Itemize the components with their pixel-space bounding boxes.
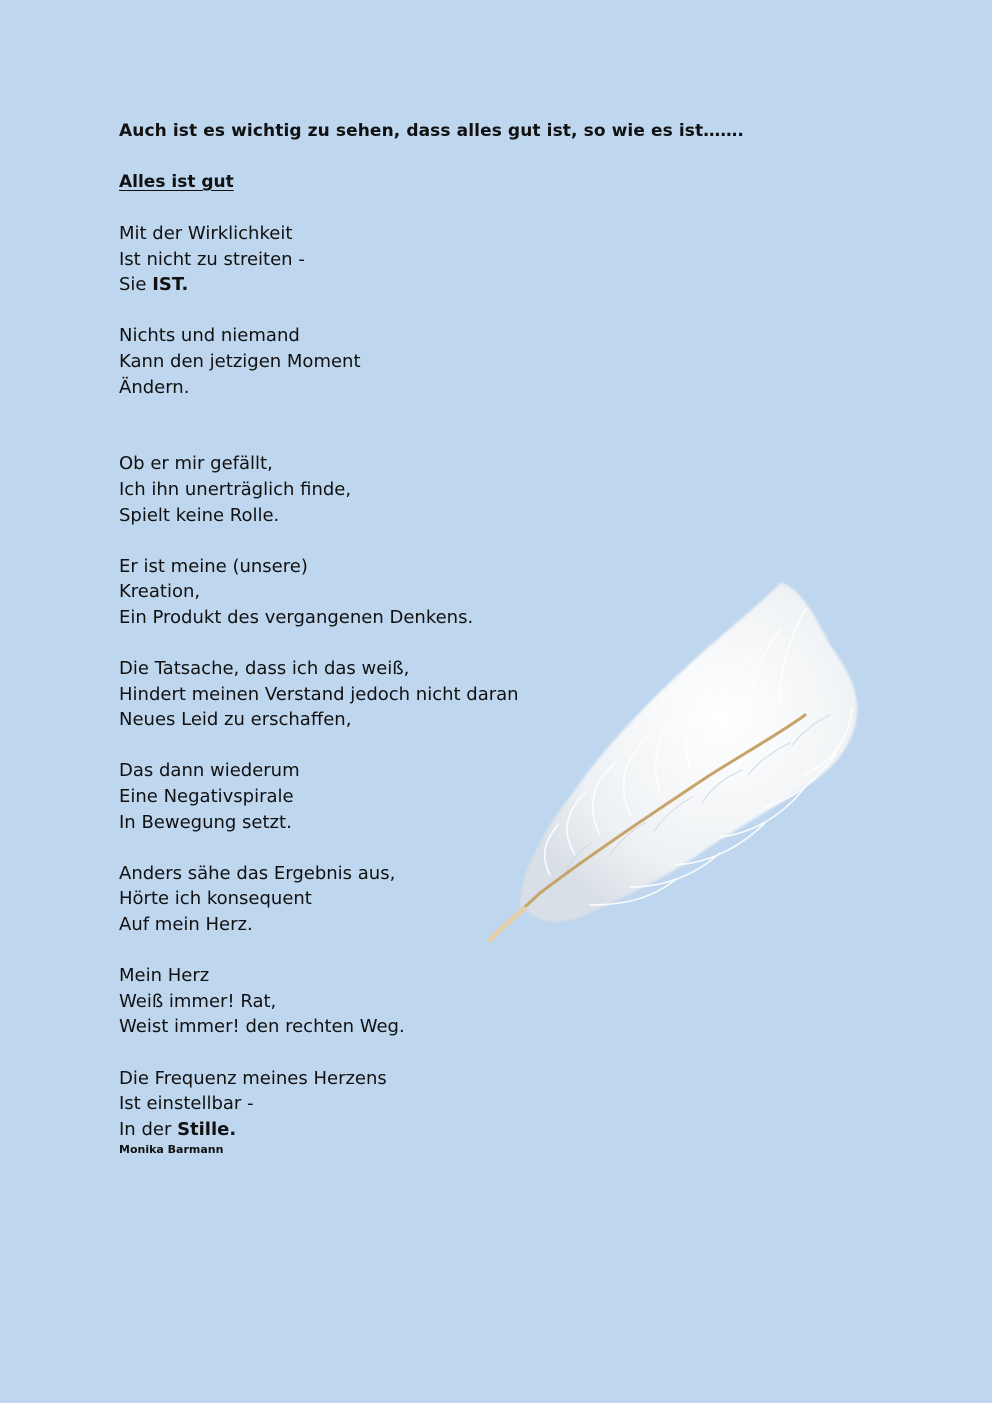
poem-line: Ändern. [119,376,190,398]
poem-line-text: In der [119,1118,178,1140]
poem-line: Weist immer! den rechten Weg. [119,1016,405,1038]
stanza-2 [119,323,519,400]
stanza-5 [119,656,519,733]
poem-line: Nichts und niemand [119,325,300,347]
poem-line-text: Sie [119,274,153,296]
poem-line: Die Tatsache, dass ich das weiß, [119,658,410,680]
poem-line: Ein Produkt des vergangenen Denkens. [119,606,474,628]
bold-word: IST. [152,274,189,296]
poem-line: Weiß immer! Rat, [119,990,277,1012]
poem-line: Spielt keine Rolle. [119,504,280,526]
poem-line: Kann den jetzigen Moment [119,350,361,372]
poem-line: Er ist meine (unsere) [119,555,308,577]
poem-line: Eine Negativspirale [119,786,294,808]
poem-line: Ist einstellbar - [119,1093,254,1115]
author-name: Monika Barmann [119,1143,224,1156]
poem-line: Ob er mir gefällt, [119,453,273,475]
poem-line: Hörte ich konsequent [119,888,312,910]
stanza-6 [119,758,519,835]
poem-line: Ich ihn unerträglich finde, [119,478,352,500]
poem-line: Mit der Wirklichkeit [119,223,293,244]
stanza-9 [119,1066,519,1143]
stanza-3 [119,451,519,528]
intro-sentence: Auch ist es wichtig zu sehen, dass alles gut ist, so wie es ist……. [119,121,744,141]
poem-line: Hindert meinen Verstand jedoch nicht daran [119,683,519,705]
poem-line-emphasis [119,272,519,298]
poem-line: In Bewegung setzt. [119,811,292,833]
poem-body [119,221,519,1142]
poem-line: Das dann wiederum [119,760,300,782]
stanza-8 [119,963,519,1040]
poem-line: Mein Herz [119,965,210,987]
poem-line: Ist nicht zu streiten - [119,248,305,270]
poem-line: Auf mein Herz. [119,914,253,936]
stanza-7 [119,861,519,938]
poem-line: Anders sähe das Ergebnis aus, [119,862,396,884]
bold-word: Stille. [177,1118,237,1140]
poem-line: Kreation, [119,581,201,603]
poem-title: Alles ist gut [119,172,234,192]
poem-line: Die Frequenz meines Herzens [119,1067,387,1089]
feather-icon [480,575,870,950]
poem-line-emphasis [119,1117,519,1143]
stanza-1 [119,221,519,298]
poem-line: Neues Leid zu erschaffen, [119,709,352,731]
stanza-4 [119,554,519,631]
